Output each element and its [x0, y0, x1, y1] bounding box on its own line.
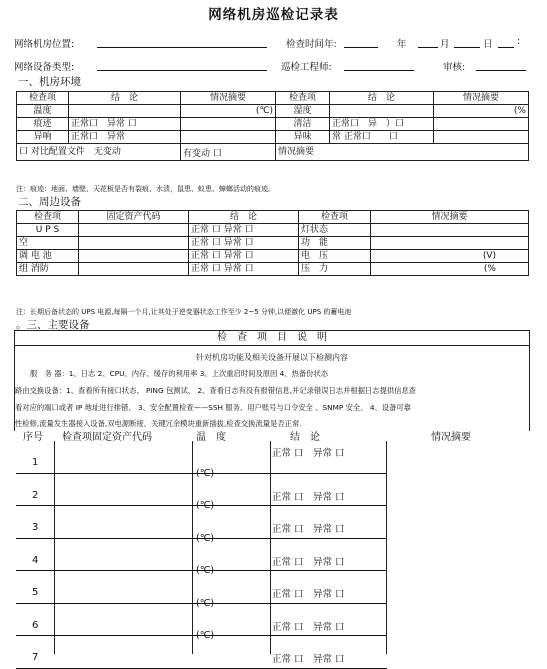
env-item-noise: 异响: [17, 131, 69, 144]
row-number: 2: [32, 489, 39, 501]
peripheral-header-row: [17, 211, 529, 224]
summary-cell[interactable]: [371, 224, 529, 237]
pressure-unit[interactable]: (%: [371, 263, 529, 276]
table-row: [17, 105, 529, 118]
section1-note: 注：痕迹：地面、墙壁、天花板是否有裂痕、水渍，鼠患、蚁患、蟑螂活动的痕迹。: [16, 185, 275, 193]
year-label: 年: [397, 39, 407, 50]
row-number: 4: [32, 554, 39, 566]
review-label: 审核:: [443, 62, 466, 73]
env-cell[interactable]: [434, 118, 529, 131]
asset-code-cell[interactable]: [79, 263, 189, 276]
temperature-unit[interactable]: (℃): [196, 597, 215, 609]
per-item-pressure: 压 力: [299, 263, 371, 276]
per-item-battery: 调 电 池: [17, 250, 79, 263]
fire-conclusion[interactable]: 正常 口 异常 口: [189, 263, 299, 276]
inspection-time-label: 检查时间年:: [286, 39, 337, 50]
month-label: 月: [440, 39, 450, 50]
row-conclusion[interactable]: 正常 口 异常 口: [272, 524, 345, 535]
per-col-asset-code: 固定资产代码: [79, 211, 189, 224]
config-compare-label[interactable]: 口 对比配置文件 无变动: [17, 144, 181, 161]
env-col-item: 检查项: [17, 92, 69, 105]
row-number: 3: [32, 522, 39, 533]
voltage-unit[interactable]: (V): [371, 250, 529, 263]
per-col-conclusion: 结 论: [189, 211, 299, 224]
traces-conclusion[interactable]: 正常口 异常 口: [69, 118, 181, 131]
table-row: [17, 250, 529, 263]
month-blank[interactable]: [418, 47, 438, 48]
section3-title: 。三、主要设备: [16, 319, 90, 331]
summary-cell[interactable]: [371, 237, 529, 250]
per-item-ups: U P S: [17, 224, 79, 237]
location-field[interactable]: [97, 47, 267, 48]
section1-title: 一、机房环境: [18, 76, 81, 88]
env-cell[interactable]: [330, 105, 434, 118]
temperature-unit[interactable]: (℃): [181, 105, 276, 118]
table-row: [17, 131, 529, 144]
eq-col-asset-code: 检查项固定资产代码: [62, 432, 152, 443]
review-field[interactable]: [476, 70, 526, 71]
temperature-unit[interactable]: (℃): [196, 630, 215, 641]
asset-code-cell[interactable]: [79, 224, 189, 237]
row-number: 5: [32, 587, 39, 598]
server-check-line: 服 务 器：1、日志 2、CPU、内存、缓存的利用率 3、上次重启时间及原因 4、热备份状态: [30, 369, 329, 378]
section2-title: 二、周边设备: [18, 196, 81, 208]
router-check-line-3: 性检修,流量发生器接入设备,双电源断接、关键冗余模块重新插拔,检查交换流量是否正常.: [15, 419, 302, 428]
environment-table: [16, 91, 529, 161]
hour-blank[interactable]: [498, 47, 514, 48]
per-item-voltage: 电 压: [299, 250, 371, 263]
table-row: [17, 224, 529, 237]
env-cell[interactable]: [69, 105, 181, 118]
row-conclusion[interactable]: 正常 口 异常 口: [272, 491, 345, 503]
env-cell[interactable]: [434, 131, 529, 144]
time-colon: :: [517, 36, 521, 47]
eq-col-temperature: 温 度: [196, 432, 226, 443]
per-item-ac: 空: [17, 237, 79, 250]
device-type-field[interactable]: [97, 70, 267, 71]
section2-note: 注：长期后备状态的 UPS 电源,每隔一个月,让其处于逆变器状态工作至少 2~5 分钟,以便激化 UPS 的蓄电池: [16, 308, 352, 316]
per-col-item-2: 检查项: [299, 211, 371, 224]
env-col-conclusion: 结 论: [69, 92, 181, 105]
config-changed-option[interactable]: 有变动 口: [181, 144, 276, 161]
env-col-summary: 情况摘要: [181, 92, 276, 105]
peripheral-table: [16, 210, 529, 276]
location-label: 网络机房位置:: [14, 39, 75, 50]
temperature-unit[interactable]: (℃): [196, 565, 215, 576]
env-item-traces: 痕迹: [17, 118, 69, 131]
eq-col-summary: 情况摘要: [431, 432, 471, 443]
temperature-unit[interactable]: (℃): [196, 500, 215, 511]
env-cell[interactable]: [181, 118, 276, 131]
per-item-fire: 组 消防: [17, 263, 79, 276]
per-col-item: 检查项: [17, 211, 79, 224]
row-number: 7: [32, 652, 39, 663]
per-col-summary: 情况摘要: [371, 211, 529, 224]
asset-code-cell[interactable]: [79, 237, 189, 250]
page-title: 网络机房巡检记录表: [208, 7, 339, 23]
env-col-summary-2: 情况摘要: [434, 92, 529, 105]
per-item-function: 功 能: [299, 237, 371, 250]
device-type-label: 网络设备类型:: [14, 62, 75, 73]
row-conclusion[interactable]: 正常 口 异常 口: [272, 556, 345, 568]
inspection-box-title: 检 查 项 目 说 明: [15, 331, 529, 346]
inspection-description-box: [14, 330, 530, 431]
table-row: [17, 237, 529, 250]
row-number: 6: [32, 619, 39, 631]
day-label: 日: [483, 39, 493, 50]
env-cell[interactable]: [181, 131, 276, 144]
humidity-unit[interactable]: (%: [434, 105, 529, 118]
row-number: 1: [32, 457, 39, 468]
environment-header-row: [17, 92, 529, 105]
env-col-conclusion-2: 结 论: [330, 92, 434, 105]
temperature-unit[interactable]: (℃): [196, 532, 215, 544]
engineer-label: 巡检工程师:: [281, 62, 332, 73]
per-item-light: 灯状态: [299, 224, 371, 237]
odor-conclusion[interactable]: 常 正常口 口: [330, 131, 434, 144]
config-summary-label: 情况摘要: [276, 144, 529, 161]
noise-conclusion[interactable]: 正常口 异常: [69, 131, 181, 144]
ups-conclusion[interactable]: 正常 口 异常 口: [189, 224, 299, 237]
env-col-item-2: 检查项: [276, 92, 330, 105]
eq-col-number: 序号: [23, 432, 43, 443]
env-item-odor: 异味: [276, 131, 330, 144]
year-field[interactable]: [344, 47, 378, 48]
battery-conclusion[interactable]: 正常 口 异常 口: [189, 250, 299, 263]
row-conclusion[interactable]: 正常 口 异常 口: [272, 621, 345, 633]
ac-conclusion[interactable]: 正常 口 异常 口: [189, 237, 299, 250]
row-conclusion[interactable]: 正常 口 异常 口: [272, 448, 345, 459]
temperature-unit[interactable]: (℃): [196, 467, 215, 479]
day-blank[interactable]: [454, 47, 480, 48]
row-conclusion[interactable]: 正常 口 异常 口: [272, 654, 345, 665]
asset-code-cell[interactable]: [79, 250, 189, 263]
engineer-field[interactable]: [344, 70, 414, 71]
config-compare-row: [17, 144, 529, 161]
table-row: [17, 118, 529, 131]
env-item-humidity: 湿度: [276, 105, 330, 118]
router-check-line-2: 看对应的端口或者 IP 地址进行排错、 3、安全配置检查——SSH 服务、用户账号与口令安全 、SNMP 安全、 4、设备可靠: [15, 403, 411, 412]
eq-col-conclusion: 结 论: [290, 432, 320, 443]
row-conclusion[interactable]: 正常 口 异常 口: [272, 589, 345, 600]
cleanliness-conclusion[interactable]: 正常口 异 ）口: [330, 118, 434, 131]
env-item-cleanliness: 清洁: [276, 118, 330, 131]
env-item-temperature: 温度: [17, 105, 69, 118]
table-row: [17, 263, 529, 276]
router-check-line: 路由交换设备：1、查看所有接口状态、 PING 包测试、 2、查看日志有没有报错信息,并记录错误日志并根据日志提供信息查: [15, 386, 417, 395]
inspection-subtitle: 针对机房功能及相关设备开展以下检测内容: [196, 353, 348, 362]
row-divider: [16, 668, 387, 669]
